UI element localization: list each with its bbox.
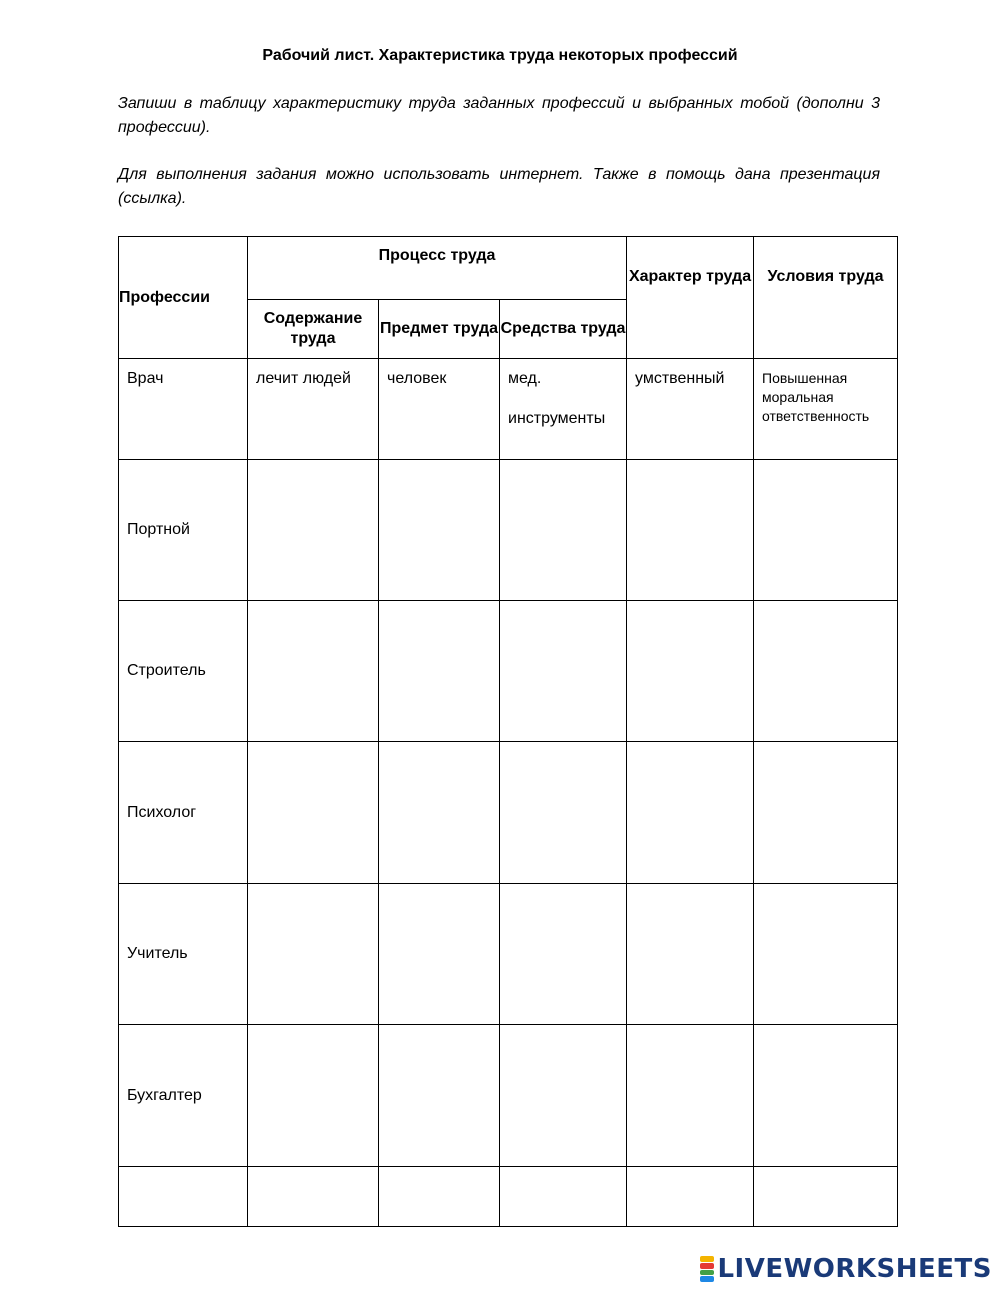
page-title: Рабочий лист. Характеристика труда некоторых профессий [262, 47, 738, 64]
logo-badge-icon [700, 1256, 714, 1282]
answer-cell-character[interactable] [627, 1025, 754, 1167]
answer-cell-subject[interactable] [379, 1025, 500, 1167]
answer-cell-character[interactable] [627, 884, 754, 1025]
instruction-paragraph-1: Запиши в таблицу характеристику труда заданных профессий и выбранных тобой (дополни 3 профессии). [118, 95, 880, 136]
logo-text: LIVEWORKSHEETS [717, 1254, 992, 1284]
header-subject: Предмет труда [379, 300, 500, 359]
header-character: Характер труда [627, 237, 754, 359]
profession-name: Психолог [119, 742, 248, 884]
answer-cell-content[interactable] [248, 1167, 379, 1227]
answer-cell-character[interactable] [627, 460, 754, 601]
cell-character[interactable]: умственный [627, 359, 754, 460]
profession-name: Портной [119, 460, 248, 601]
answer-cell-tools[interactable] [500, 1025, 627, 1167]
answer-cell-subject[interactable] [379, 884, 500, 1025]
profession-name: Строитель [119, 601, 248, 742]
answer-cell-character[interactable] [627, 1167, 754, 1227]
answer-cell-subject[interactable] [379, 742, 500, 884]
answer-cell-character[interactable] [627, 742, 754, 884]
header-process: Процесс труда [248, 237, 627, 300]
cell-tools-line-1: мед. [508, 370, 542, 387]
answer-cell-content[interactable] [248, 1025, 379, 1167]
answer-cell-conditions[interactable] [754, 884, 898, 1025]
table-row [119, 1167, 898, 1227]
cell-tools[interactable] [500, 359, 627, 460]
answer-cell-subject[interactable] [379, 1167, 500, 1227]
table-row-example [119, 359, 898, 460]
answer-cell-tools[interactable] [500, 1167, 627, 1227]
cell-subject[interactable]: человек [379, 359, 500, 460]
profession-name: Бухгалтер [119, 1025, 248, 1167]
header-content: Содержание труда [248, 300, 379, 359]
profession-name: Учитель [119, 884, 248, 1025]
answer-cell-tools[interactable] [500, 884, 627, 1025]
cell-profession: Врач [119, 359, 248, 460]
answer-cell-character[interactable] [627, 601, 754, 742]
table-row [119, 460, 898, 601]
cell-tools-line-2: инструменты [508, 410, 606, 427]
answer-cell-conditions[interactable] [754, 460, 898, 601]
answer-cell-tools[interactable] [500, 601, 627, 742]
header-professions: Профессии [119, 237, 248, 359]
profession-name[interactable] [119, 1167, 248, 1227]
answer-cell-tools[interactable] [500, 742, 627, 884]
table-row [119, 601, 898, 742]
header-conditions: Условия труда [754, 237, 898, 359]
cell-conditions[interactable]: Повышенная моральная ответственность [754, 359, 898, 460]
answer-cell-subject[interactable] [379, 460, 500, 601]
answer-cell-conditions[interactable] [754, 1025, 898, 1167]
answer-cell-conditions[interactable] [754, 742, 898, 884]
professions-table [118, 236, 898, 1227]
instruction-paragraph-2: Для выполнения задания можно использовать интернет. Также в помощь дана презентация (ссылка). [118, 166, 880, 207]
answer-cell-subject[interactable] [379, 601, 500, 742]
answer-cell-conditions[interactable] [754, 601, 898, 742]
header-tools: Средства труда [500, 300, 627, 359]
cell-content[interactable]: лечит людей [248, 359, 379, 460]
answer-cell-tools[interactable] [500, 460, 627, 601]
answer-cell-content[interactable] [248, 884, 379, 1025]
answer-cell-content[interactable] [248, 601, 379, 742]
liveworksheets-logo [700, 1254, 992, 1284]
table-row [119, 884, 898, 1025]
answer-cell-conditions[interactable] [754, 1167, 898, 1227]
table-row [119, 742, 898, 884]
answer-cell-content[interactable] [248, 742, 379, 884]
answer-cell-content[interactable] [248, 460, 379, 601]
table-row [119, 1025, 898, 1167]
